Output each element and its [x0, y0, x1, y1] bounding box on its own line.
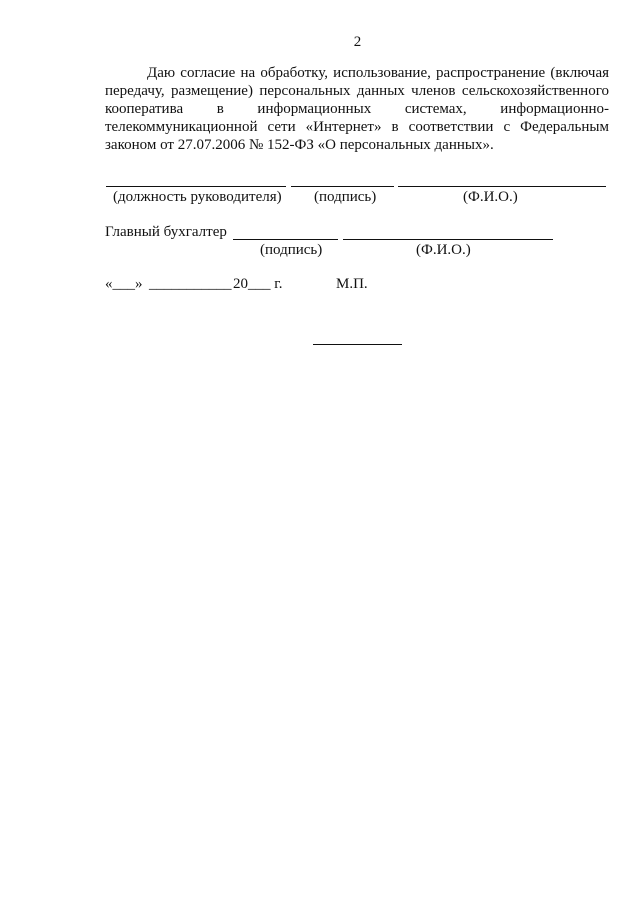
manager-signature-line	[291, 186, 394, 187]
position-caption: (должность руководителя)	[113, 189, 282, 205]
seal-mark: М.П.	[336, 276, 368, 292]
date-year: 20___ г.	[233, 276, 283, 292]
accountant-name-line	[343, 239, 553, 240]
manager-name-caption: (Ф.И.О.)	[463, 189, 518, 205]
manager-signature-caption: (подпись)	[314, 189, 377, 205]
page-number: 2	[353, 34, 362, 50]
accountant-signature-caption: (подпись)	[260, 242, 323, 258]
date-day: «___»	[105, 276, 143, 292]
manager-name-line	[398, 186, 606, 187]
position-line	[106, 186, 286, 187]
date-month: ___________	[149, 276, 232, 292]
end-divider	[313, 344, 402, 345]
chief-accountant-label: Главный бухгалтер	[105, 224, 227, 240]
consent-paragraph: Даю согласие на обработку, использование, распространение (включая передачу, размещение) персональных данных членов сельскохозяйственного кооператива в информационных системах, информационно-телекоммуникационной сети «Интернет» в соответствии с Федеральным законом от 27.07.2006 № 152-ФЗ «О персональных данных».	[105, 65, 609, 153]
accountant-signature-line	[233, 239, 338, 240]
accountant-name-caption: (Ф.И.О.)	[416, 242, 471, 258]
